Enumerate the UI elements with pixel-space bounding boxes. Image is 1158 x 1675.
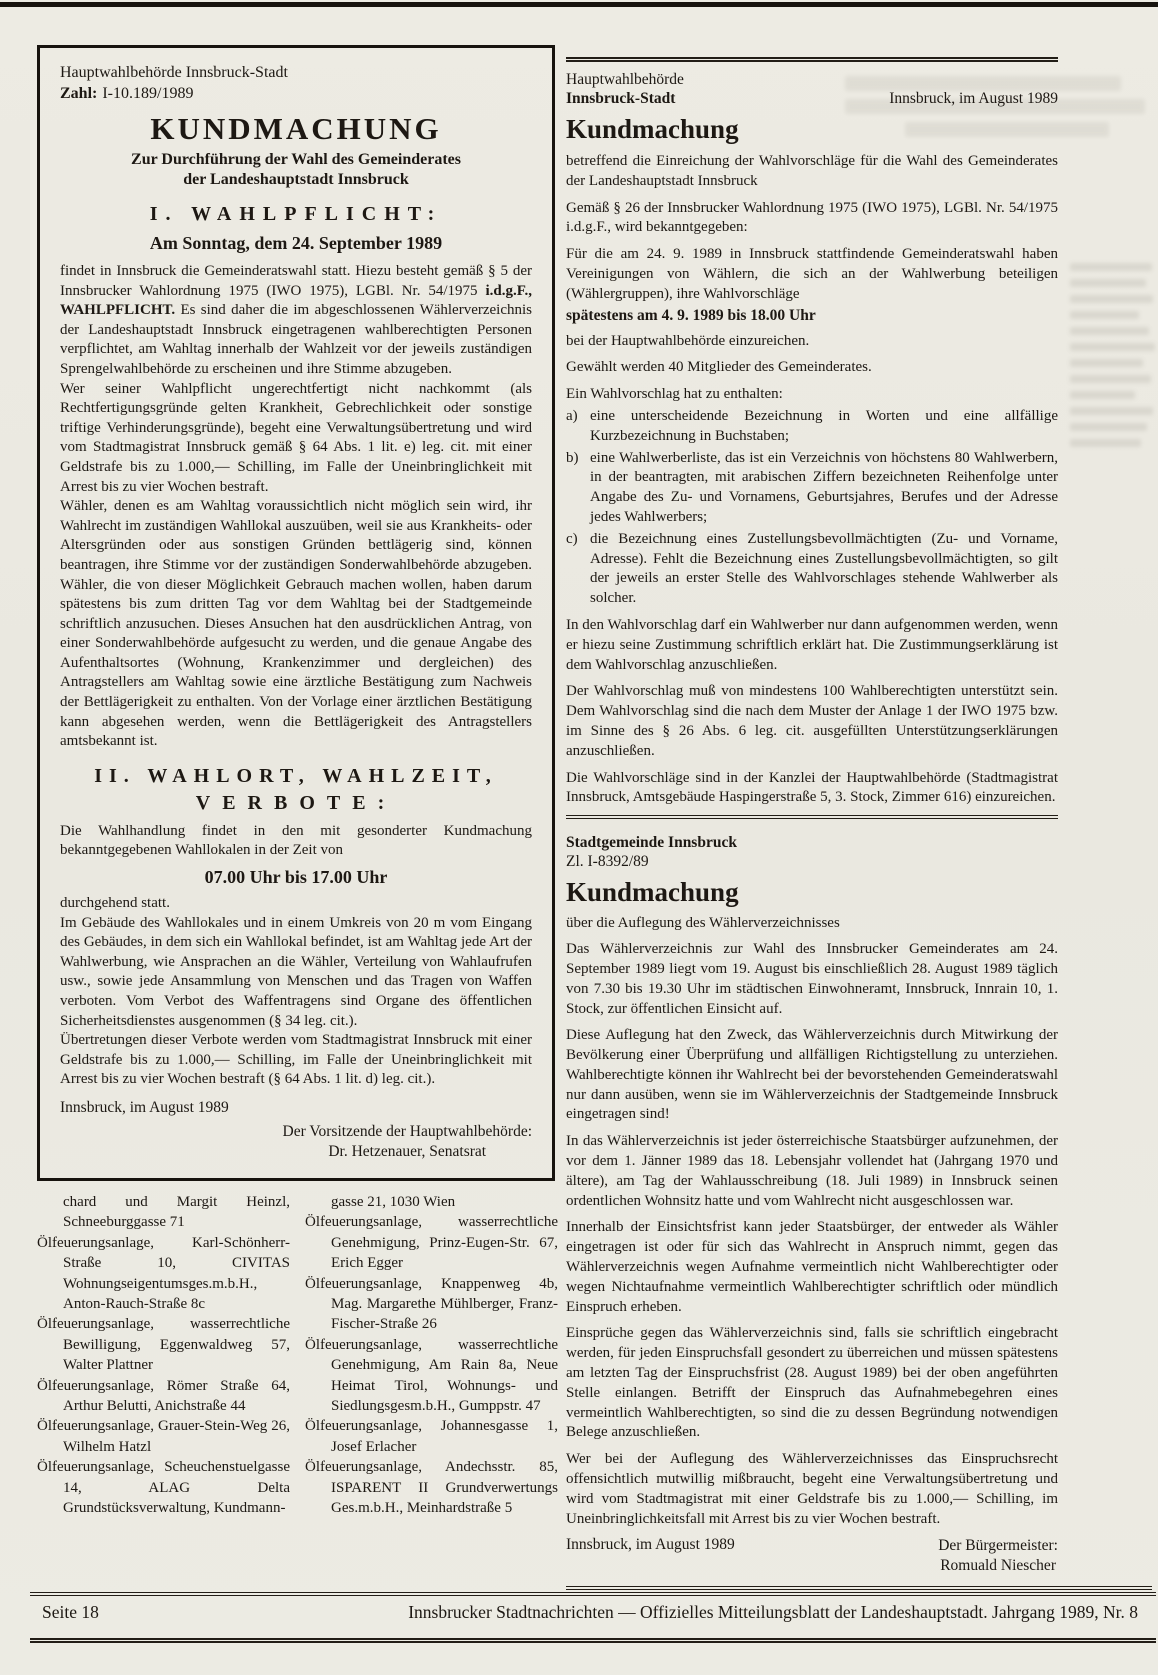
paragraph: Im Gebäude des Wahllokales und in einem Umkreis von 20 m vom Eingang des Gebäudes, in dem sich ein Wahllokal befindet, ist am Wahltag jede Art der Wahlwerbung, wie Ansprachen an die Wähler, Verteilung von Wahlaufrufen usw., sowie jede Ansammlung von Menschen und das Tragen von Waffen verboten. Vom Verbot des Waffentragens sind Organe des öffentlichen Sicherheitsdienstes ausgenommen (§ 34 leg. cit.). <box>60 914 532 1029</box>
permit-entry-continuation: chard und Margit Heinzl, Schneeburggasse 71 <box>63 1194 290 1231</box>
signature-name: Dr. Hetzenauer, Senatsrat <box>328 1142 487 1160</box>
footer-top-rule <box>30 1592 1156 1596</box>
dateline: Innsbruck, im August 1989 <box>566 1536 735 1554</box>
notice-title: Kundmachung <box>566 114 739 144</box>
paragraph: Ein Wahlvorschlag hat zu enthalten: <box>566 386 783 403</box>
permit-entry: Ölfeuerungsanlage, Karl-Schönherr-Straße 10, CIVITAS Wohnungseigentumsges.m.b.H., Anton-Rauch-Straße 8c <box>37 1234 290 1313</box>
bleedthrough-artifact <box>1066 255 1152 455</box>
paragraph: Wer bei der Auflegung des Wählerverzeichnisses das Einspruchsrecht offensichtlich mutwillig mißbraucht, begeht eine Verwaltungsübertretung und wird vom Stadtmagistrat mit einer Geldstrafe bis zu 1.000,— Schilling, im Uneinbringlichkeitsfall mit Arrest bis zu vier Wochen bestraft. <box>566 1451 1058 1527</box>
list-marker: b) <box>566 449 579 466</box>
list-item-text: eine unterscheidende Bezeichnung in Worten und eine allfällige Kurzbezeichnung in Buchstaben; <box>590 407 1058 444</box>
right-column <box>566 57 1058 1590</box>
list-marker: a) <box>566 407 578 424</box>
permit-entry: Ölfeuerungsanlage, Römer Straße 64, Arthur Belutti, Anichstraße 44 <box>37 1377 290 1415</box>
paragraph-text: findet in Innsbruck die Gemeinderatswahl statt. Hiezu besteht gemäß § 5 der Innsbrucker Wahlordnung 1975 (IWO 1975), LGBl. Nr. 54/1975 <box>60 263 532 299</box>
paragraph: Wähler, denen es am Wahltag voraussichtlich nicht möglich sein wird, ihr Wahlrecht im zuständigen Wahllokal auszuüben, weil sie aus Krankheits- oder Altersgründen oder aus sonstigen Gründen bettlägerig sind, können beantragen, ihre Stimme vor der zuständigen Sonderwahlbehörde abzugeben. Wähler, die von dieser Möglichkeit Gebrauch machen wollen, haben darum spätestens bis zum dritten Tag vor dem Wahltag bei der Stadtgemeinde schriftlich anzusuchen. Dieses Ansuchen hat den ausdrücklichen Antrag, von einer Sonderwahlbehörde aufgesucht zu werden, und die genaue Angabe des Aufenthaltsortes (Wohnung, Krankenzimmer und dergleichen) des Antragstellers am Wahltag sowie eine ärztliche Bestätigung zum Nachweis der Bettlägerigkeit zu enthalten. Von der Vorlage einer ärztlichen Bestätigung kann abgesehen werden, wenn die Bettlägerigkeit des Antragstellers amtsbekannt ist. <box>60 498 532 750</box>
signature-role: Der Bürgermeister: <box>938 1537 1058 1555</box>
paragraph: In das Wählerverzeichnis ist jeder österreichische Staatsbürger aufzunehmen, der vor dem 1. Jänner 1989 das 18. Lebensjahr vollendet hat (Jahrgang 1970 und ältere), am Tag der Wahlausschreibung (18. Juli 1989) in Innsbruck seinen ordentlichen Wohnsitz hatte und vom Wahlrecht nicht ausgeschlossen war. <box>566 1133 1058 1209</box>
section-divider-rule <box>566 815 1058 819</box>
list-marker: c) <box>566 530 578 547</box>
requirements-list <box>566 407 1058 609</box>
paragraph: Das Wählerverzeichnis zur Wahl des Innsbrucker Gemeinderates am 24. September 1989 liegt vom 19. August bis einschließlich 28. August 1989 täglich von 7.30 bis 19.30 Uhr im städtischen Einwohneramt, Innsbruck, Innrain 10, 1. Stock, zur öffentlichen Einsicht auf. <box>566 941 1058 1017</box>
section-2-heading-line2: VERBOTE: <box>195 791 397 814</box>
paragraph: In den Wahlvorschlag darf ein Wahlwerber nur dann aufgenommen werden, wenn er hiezu seine Zustimmung schriftlich erklärt hat. Die Zustimmungserklärung ist dem Wahlvorschlag anzuschließen. <box>566 616 1058 673</box>
permit-list <box>37 1192 558 1519</box>
authority-line2: Innsbruck-Stadt <box>566 90 676 107</box>
submission-deadline: spätestens am 4. 9. 1989 bis 18.00 Uhr <box>566 306 816 324</box>
paragraph: bei der Hauptwahlbehörde einzureichen. <box>566 332 810 349</box>
issuing-authority: Hauptwahlbehörde Innsbruck-Stadt <box>60 64 288 81</box>
list-item <box>566 530 1058 609</box>
permit-entry: Ölfeuerungsanlage, Knappenweg 4b, Mag. Margarethe Mühlberger, Franz-Fischer-Straße 26 <box>305 1275 558 1333</box>
page-number: Seite 18 <box>42 1602 99 1622</box>
paragraph: Gewählt werden 40 Mitglieder des Gemeinderates. <box>566 359 872 376</box>
list-item-text: eine Wahlwerberliste, das ist ein Verzeichnis von höchstens 80 Wahlwerbern, in der beantragten, mit arabischen Ziffern bezeichneten Reihenfolge unter Angabe des Zu- und Vornamens, Geburtsjahres, Berufes und der Adresse jedes Wahlwerbers; <box>590 449 1058 525</box>
signature-row <box>566 1536 1058 1576</box>
permit-entry: Ölfeuerungsanlage, Grauer-Stein-Weg 26, Wilhelm Hatzl <box>37 1418 290 1455</box>
section-2-heading <box>60 763 532 817</box>
issuing-authority <box>566 70 684 108</box>
paragraph: Die Wahlvorschläge sind in der Kanzlei der Hauptwahlbehörde (Stadtmagistrat Innsbruck, Amtsgebäude Haspingerstraße 5, 3. Stock, Zimmer 616) einzureichen. <box>566 769 1058 806</box>
notice-subtitle: über die Auflegung des Wählerverzeichnisses <box>566 915 840 932</box>
paragraph: Für die am 24. 9. 1989 in Innsbruck stattfindende Gemeinderatswahl haben Vereinigungen von Wählern, die sich an der Wahlwerbung beteiligen (Wählergruppen), ihre Wahlvorschläge <box>566 246 1058 302</box>
permit-entry: Ölfeuerungsanlage, Scheuchenstuelgasse 14, ALAG Delta Grundstücksverwaltung, Kundmann- <box>37 1459 290 1517</box>
permit-entry: Ölfeuerungsanlage, Johannesgasse 1, Josef Erlacher <box>305 1418 558 1455</box>
notice-title: Kundmachung <box>566 877 739 908</box>
list-item-text: die Bezeichnung eines Zustellungsbevollmächtigten (Zu- und Vorname, Adresse). Fehlt die Bezeichnung eines Zustellungsbevollmächtigten, so gilt der jeweils an erster Stelle des Wahlvorschlages stehende Wahlwerber als solcher. <box>590 530 1058 607</box>
voting-hours: 07.00 Uhr bis 17.00 Uhr <box>204 867 388 888</box>
section-1-heading: I. WAHLPFLICHT: <box>149 203 443 225</box>
paragraph: Wer seiner Wahlpflicht ungerechtfertigt nicht nachkommt (als Rechtfertigungsgründe gelten Krankheit, Gebrechlichkeit oder sonstige triftige Verhinderungsgründe), begeht eine Verwaltungsübertretung und wird vom Stadtmagistrat Innsbruck gemäß § 64 Abs. 1 lit. e) leg. cit. mit einer Geldstrafe bis zu 1.000,— Schilling, im Falle der Uneinbringlichkeit mit Arrest bis zu vier Wochen bestraft. <box>60 380 532 495</box>
permit-entry-continuation: gasse 21, 1030 Wien <box>331 1194 456 1210</box>
proclamation-subtitle-line2: der Landeshauptstadt Innsbruck <box>183 171 409 188</box>
emphasis-wahlpflicht: i.d.g.F., WAHLPFLICHT. <box>60 282 532 319</box>
footer-bottom-rule <box>30 1638 1156 1643</box>
notice-header <box>566 70 1058 108</box>
paragraph-text: Es sind daher die im abgeschlossenen Wählerverzeichnis der Landeshauptstadt Innsbruck eingetragenen wahlberechtigten Personen verpflichtet, am Wahltag innerhalb der Wahlzeit vor der jeweils zuständigen Sprengelwahlbehörde zu erscheinen und ihre Stimme abzugeben. <box>60 302 532 377</box>
reference-number-line <box>60 83 532 104</box>
publication-title: Innsbrucker Stadtnachrichten — Offizielles Mitteilungsblatt der Landeshauptstadt. Jahrgang 1989, Nr. 8 <box>408 1602 1138 1622</box>
permit-entry: Ölfeuerungsanlage, Andechsstr. 85, ISPARENT II Grundverwertungs Ges.m.b.H., Meinhardstraße 5 <box>305 1459 558 1517</box>
paragraph: Die Wahlhandlung findet in den mit gesonderter Kundmachung bekanntgegebenen Wahllokalen in der Zeit von <box>60 822 532 859</box>
reference-number-line: Zl. I-8392/89 <box>566 853 649 871</box>
proclamation-title: KUNDMACHUNG <box>150 111 442 146</box>
signature-role: Der Vorsitzende der Hauptwahlbehörde: <box>282 1122 532 1140</box>
paragraph: Einsprüche gegen das Wählerverzeichnis sind, falls sie schriftlich eingebracht werden, für jeden Einspruchsfall gesondert zu überreichen und müssen spätestens am letzten Tag der Einspruchsfrist (28. August 1989) bei der oben angeführten Stelle einlangen. Betrifft der Einspruch das Aufnahmebegehren eines vermeintlich Wahlberechtigten, so sind die zu dessen Begründung notwendigen Belege anzuschließen. <box>566 1325 1058 1441</box>
reference-label: Zahl: <box>60 85 98 102</box>
section-divider-rule <box>566 1586 1152 1590</box>
paragraph: Diese Auflegung hat den Zweck, das Wählerverzeichnis durch Mitwirkung der Bevölkerung einer Überprüfung und allfälligen Richtigstellung zu unterziehen. Wahlberechtigte können ihr Wahlrecht bei der bevorstehenden Gemeinderatswahl nur dann ausüben, wenn sie im Wählerverzeichnis der Stadtgemeinde Innsbruck eingetragen sind! <box>566 1027 1058 1123</box>
paragraph: Der Wahlvorschlag muß von mindestens 100 Wahlberechtigten unterstützt sein. Dem Wahlvorschlag sind die nach dem Muster der Anlage 1 der IWO 1975 bzw. im Sinne des § 26 Abs. 6 leg. cit. ausgefüllten Unterstützungserklärungen anzuschließen. <box>566 683 1058 759</box>
authority-line1: Hauptwahlbehörde <box>566 71 684 88</box>
list-item <box>566 449 1058 528</box>
election-date-heading: Am Sonntag, dem 24. September 1989 <box>149 233 443 253</box>
reference-value: I-10.189/1989 <box>102 85 194 102</box>
permit-column-2 <box>305 1192 558 1519</box>
signature-block <box>283 1122 533 1162</box>
list-item <box>566 407 1058 447</box>
paragraph: Innerhalb der Einsichtsfrist kann jeder Staatsbürger, der entweder als Wähler eingetragen ist oder für sich das Wahlrecht in Anspruch nimmt, gegen das Wählerverzeichnis wegen Aufnahme vermeintlich nicht Wahlberechtigter oder wegen Nichtaufnahme vermeintlich Wahlberechtigter schriftlich oder mündlich Einspruch erheben. <box>566 1219 1058 1315</box>
permit-column-1 <box>37 1192 290 1519</box>
signature-block <box>938 1536 1058 1576</box>
official-notice-box <box>37 45 555 1181</box>
section-2-heading-line1: II. WAHLORT, WAHLZEIT, <box>94 764 498 787</box>
permit-entry: Ölfeuerungsanlage, wasserrechtliche Bewilligung, Eggenwaldweg 57, Walter Plattner <box>37 1316 290 1374</box>
dateline: Innsbruck, im August 1989 <box>889 90 1058 107</box>
paragraph: Übertretungen dieser Verbote werden vom Stadtmagistrat Innsbruck mit einer Geldstrafe bis zu 1.000,— Schilling, im Falle der Uneinbringlichkeit mit Arrest bis zu vier Wochen bestraft (§ 64 Abs. 1 lit. d) leg. cit.). <box>60 1032 532 1088</box>
paragraph: Gemäß § 26 der Innsbrucker Wahlordnung 1975 (IWO 1975), LGBl. Nr. 54/1975 i.d.g.F., wird bekanntgegeben: <box>566 199 1058 236</box>
permit-entry: Ölfeuerungsanlage, wasserrechtliche Genehmigung, Am Rain 8a, Neue Heimat Tirol, Wohnungs- und Siedlungsgesm.b.H., Gumppstr. 47 <box>305 1336 558 1415</box>
signature-name: Romuald Niescher <box>940 1557 1056 1575</box>
section-divider-rule <box>566 57 1058 62</box>
proclamation-subtitle-line1: Zur Durchführung der Wahl des Gemeinderates <box>131 151 461 168</box>
issuing-authority: Stadtgemeinde Innsbruck <box>566 834 737 852</box>
dateline: Innsbruck, im August 1989 <box>60 1098 229 1116</box>
paragraph: betreffend die Einreichung der Wahlvorschläge für die Wahl des Gemeinderates der Landeshauptstadt Innsbruck <box>566 153 1058 189</box>
paragraph: durchgehend statt. <box>60 895 170 912</box>
permit-entry: Ölfeuerungsanlage, wasserrechtliche Genehmigung, Prinz-Eugen-Str. 67, Erich Egger <box>305 1214 558 1272</box>
page-footer <box>30 1602 1156 1623</box>
page-top-rule <box>0 2 1158 7</box>
paragraph <box>60 262 532 380</box>
